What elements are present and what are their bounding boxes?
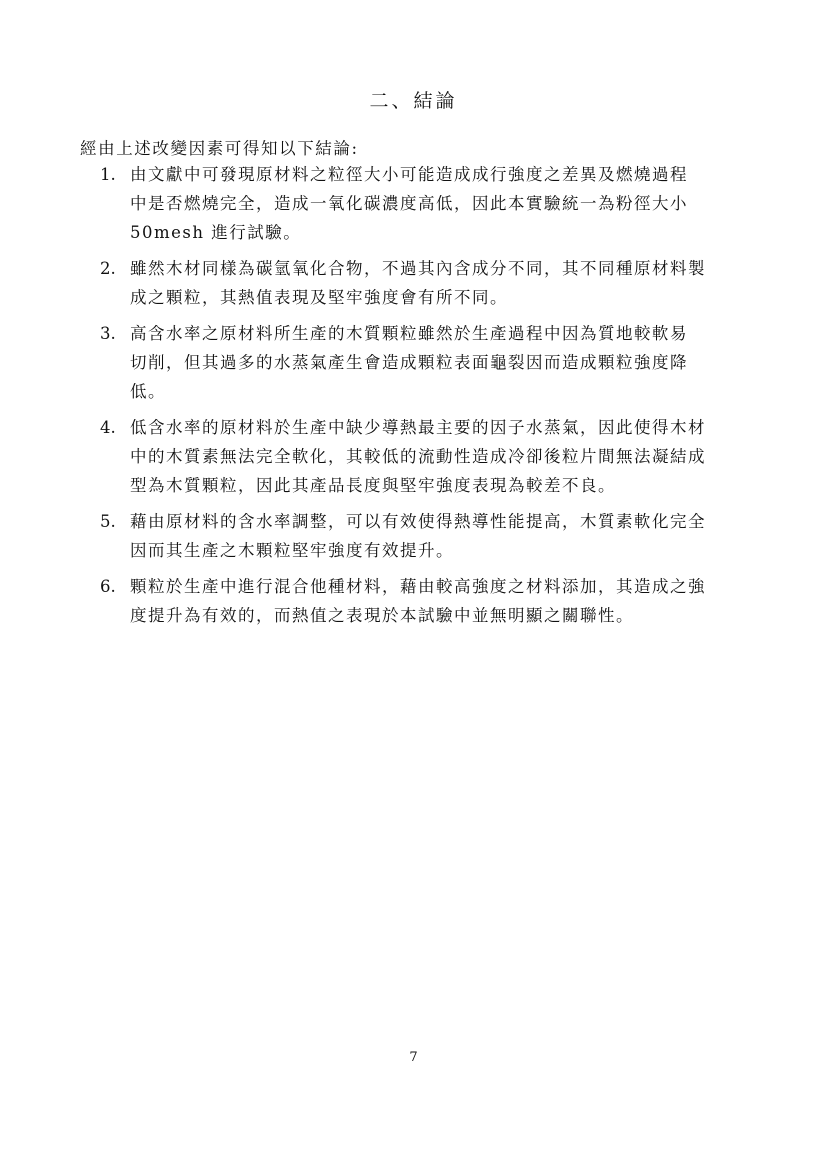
item-line: 低含水率的原材料於生產中缺少導熱最主要的因子水蒸氣，因此使得木材 <box>130 418 706 437</box>
item-number: 1. <box>100 165 116 184</box>
item-line: 中的木質素無法完全軟化，其較低的流動性造成冷卻後粒片間無法凝結成 <box>130 447 706 466</box>
item-number: 6. <box>100 577 116 596</box>
conclusion-item-3 <box>100 319 760 406</box>
item-line: 低。 <box>130 382 166 401</box>
item-line: 中是否燃燒完全，造成一氧化碳濃度高低，因此本實驗統一為粉徑大小 <box>130 194 688 213</box>
item-number: 4. <box>100 418 116 437</box>
conclusion-list <box>100 160 760 637</box>
item-line: 度提升為有效的，而熱值之表現於本試驗中並無明顯之關聯性。 <box>130 606 634 625</box>
conclusion-item-6 <box>100 572 760 630</box>
item-line: 50mesh 進行試驗。 <box>130 223 302 242</box>
item-line: 型為木質顆粒，因此其產品長度與堅牢強度表現為較差不良。 <box>130 476 616 495</box>
item-line: 成之顆粒，其熱值表現及堅牢強度會有所不同。 <box>130 288 508 307</box>
item-line: 由文獻中可發現原材料之粒徑大小可能造成成行強度之差異及燃燒過程 <box>130 165 688 184</box>
item-line: 雖然木材同樣為碳氫氧化合物，不過其內含成分不同，其不同種原材料製 <box>130 259 706 278</box>
section-title: 二、結論 <box>369 90 458 112</box>
intro-text: 經由上述改變因素可得知以下結論: <box>80 139 359 158</box>
conclusion-item-2 <box>100 254 760 312</box>
item-number: 5. <box>100 512 116 531</box>
item-line: 因而其生產之木顆粒堅牢強度有效提升。 <box>130 541 454 560</box>
item-line: 顆粒於生產中進行混合他種材料，藉由較高強度之材料添加，其造成之強 <box>130 577 706 596</box>
item-number: 3. <box>100 324 116 343</box>
item-number: 2. <box>100 259 116 278</box>
conclusion-item-1 <box>100 160 760 247</box>
item-line: 高含水率之原材料所生產的木質顆粒雖然於生產過程中因為質地較軟易 <box>130 324 688 343</box>
conclusion-item-5 <box>100 507 760 565</box>
item-line: 藉由原材料的含水率調整，可以有效使得熱導性能提高，木質素軟化完全 <box>130 512 706 531</box>
item-line: 切削，但其過多的水蒸氣產生會造成顆粒表面龜裂因而造成顆粒強度降 <box>130 353 688 372</box>
page-number: 7 <box>409 1050 418 1065</box>
conclusion-item-4 <box>100 413 760 500</box>
